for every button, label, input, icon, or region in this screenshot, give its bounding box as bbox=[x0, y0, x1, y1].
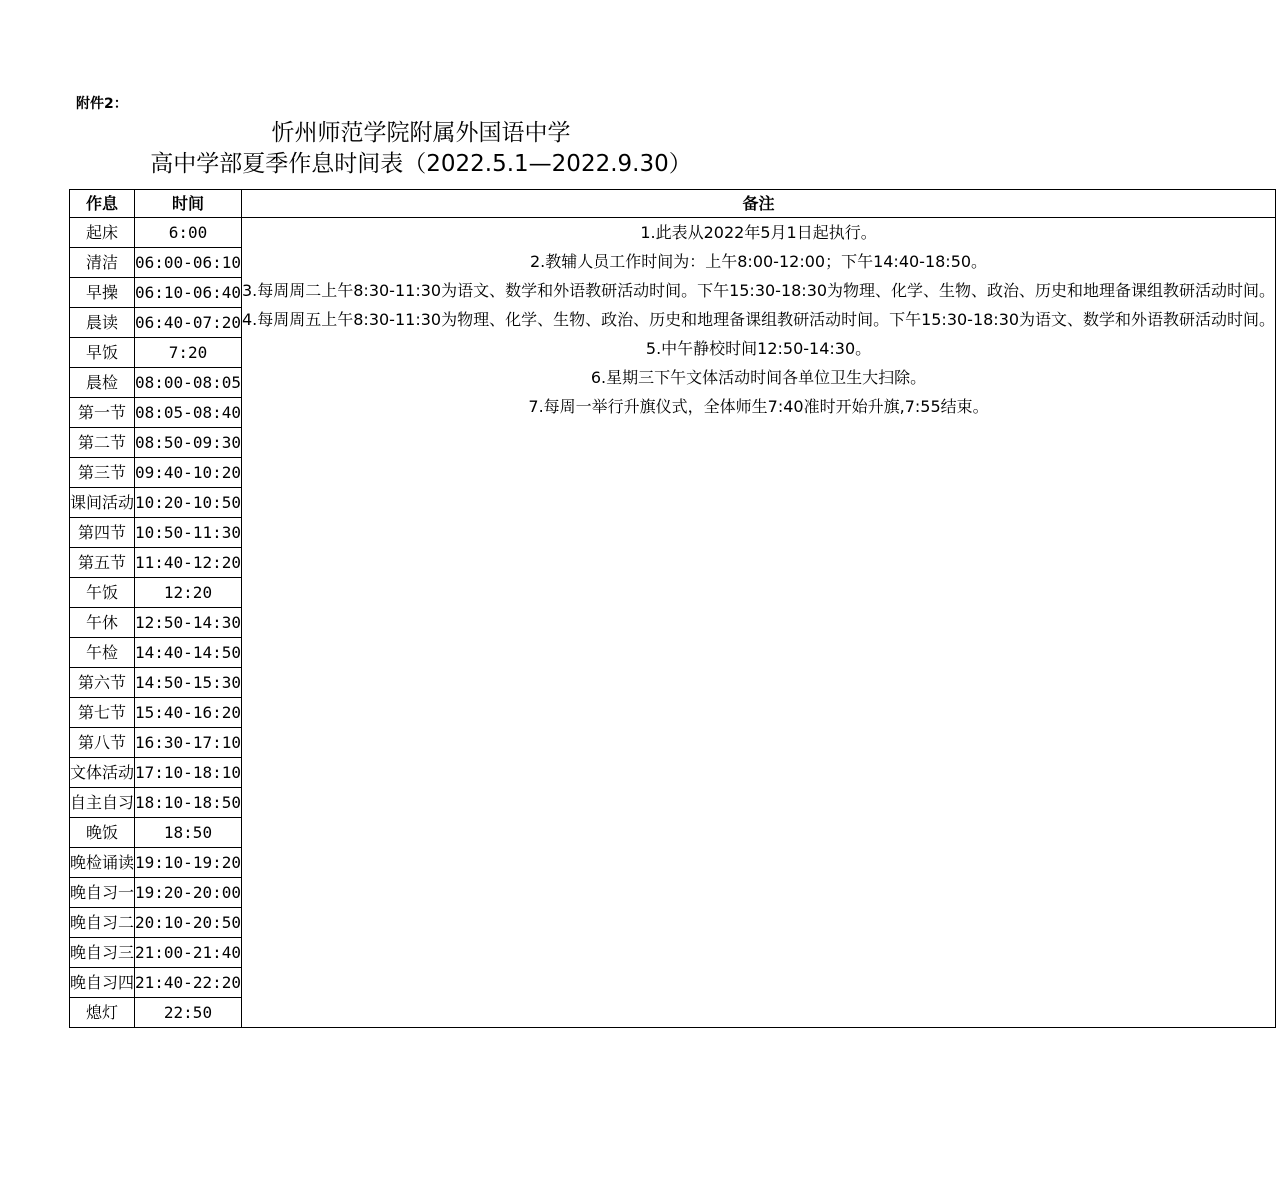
activity-cell: 自主自习 bbox=[70, 788, 135, 818]
activity-cell: 晚自习二 bbox=[70, 908, 135, 938]
column-header-time: 时间 bbox=[135, 190, 242, 218]
table-header-row bbox=[70, 190, 1276, 218]
activity-cell: 晚自习一 bbox=[70, 878, 135, 908]
note-item: 4.每周周五上午8:30-11:30为物理、化学、生物、政治、历史和地理备课组教研活动时间。下午15:30-18:30为语文、数学和外语教研活动时间。 bbox=[241, 310, 1276, 329]
time-cell: 09:40-10:20 bbox=[135, 458, 242, 488]
schedule-table bbox=[69, 189, 1276, 1028]
activity-cell: 第五节 bbox=[70, 548, 135, 578]
column-header-notes: 备注 bbox=[241, 190, 1275, 218]
time-cell: 19:20-20:00 bbox=[135, 878, 242, 908]
time-cell: 10:20-10:50 bbox=[135, 488, 242, 518]
time-cell: 14:40-14:50 bbox=[135, 638, 242, 668]
time-cell: 20:10-20:50 bbox=[135, 908, 242, 938]
time-cell: 21:40-22:20 bbox=[135, 968, 242, 998]
time-cell: 08:05-08:40 bbox=[135, 398, 242, 428]
activity-cell: 第二节 bbox=[70, 428, 135, 458]
activity-cell: 课间活动 bbox=[70, 488, 135, 518]
activity-cell: 午饭 bbox=[70, 578, 135, 608]
note-item: 3.每周周二上午8:30-11:30为语文、数学和外语教研活动时间。下午15:30-18:30为物理、化学、生物、政治、历史和地理备课组教研活动时间。 bbox=[241, 281, 1276, 300]
attachment-label: 附件2： bbox=[76, 96, 128, 112]
time-cell: 12:20 bbox=[135, 578, 242, 608]
activity-cell: 清洁 bbox=[70, 248, 135, 278]
activity-cell: 第四节 bbox=[70, 518, 135, 548]
activity-cell: 熄灯 bbox=[70, 998, 135, 1028]
column-header-activity: 作息 bbox=[70, 190, 135, 218]
activity-cell: 第一节 bbox=[70, 398, 135, 428]
note-item: 7.每周一举行升旗仪式，全体师生7:40准时开始升旗,7:55结束。 bbox=[528, 397, 989, 416]
time-cell: 15:40-16:20 bbox=[135, 698, 242, 728]
time-cell: 18:10-18:50 bbox=[135, 788, 242, 818]
time-cell: 6:00 bbox=[135, 218, 242, 248]
note-item: 5.中午静校时间12:50-14:30。 bbox=[645, 339, 872, 358]
activity-cell: 早操 bbox=[70, 278, 135, 308]
activity-cell: 晚自习四 bbox=[70, 968, 135, 998]
page-title: 忻州师范学院附属外国语中学 bbox=[271, 120, 571, 146]
note-item: 2.教辅人员工作时间为：上午8:00-12:00；下午14:40-18:50。 bbox=[529, 252, 988, 271]
table-row bbox=[70, 218, 1276, 248]
activity-cell: 晚饭 bbox=[70, 818, 135, 848]
time-cell: 12:50-14:30 bbox=[135, 608, 242, 638]
activity-cell: 晚自习三 bbox=[70, 938, 135, 968]
time-cell: 7:20 bbox=[135, 338, 242, 368]
time-cell: 21:00-21:40 bbox=[135, 938, 242, 968]
activity-cell: 第六节 bbox=[70, 668, 135, 698]
time-cell: 06:40-07:20 bbox=[135, 308, 242, 338]
time-cell: 19:10-19:20 bbox=[135, 848, 242, 878]
activity-cell: 起床 bbox=[70, 218, 135, 248]
activity-cell: 早饭 bbox=[70, 338, 135, 368]
page-subtitle: 高中学部夏季作息时间表（2022.5.1—2022.9.30） bbox=[150, 151, 692, 177]
note-item: 6.星期三下午文体活动时间各单位卫生大扫除。 bbox=[590, 368, 927, 387]
time-cell: 08:50-09:30 bbox=[135, 428, 242, 458]
activity-cell: 文体活动 bbox=[70, 758, 135, 788]
time-cell: 22:50 bbox=[135, 998, 242, 1028]
notes-cell bbox=[241, 218, 1275, 1028]
time-cell: 17:10-18:10 bbox=[135, 758, 242, 788]
note-item: 1.此表从2022年5月1日起执行。 bbox=[640, 223, 877, 242]
time-cell: 08:00-08:05 bbox=[135, 368, 242, 398]
time-cell: 16:30-17:10 bbox=[135, 728, 242, 758]
activity-cell: 晚检诵读 bbox=[70, 848, 135, 878]
schedule-body bbox=[70, 218, 1276, 1028]
time-cell: 10:50-11:30 bbox=[135, 518, 242, 548]
activity-cell: 晨读 bbox=[70, 308, 135, 338]
time-cell: 06:00-06:10 bbox=[135, 248, 242, 278]
time-cell: 18:50 bbox=[135, 818, 242, 848]
activity-cell: 第七节 bbox=[70, 698, 135, 728]
time-cell: 06:10-06:40 bbox=[135, 278, 242, 308]
activity-cell: 第三节 bbox=[70, 458, 135, 488]
activity-cell: 午休 bbox=[70, 608, 135, 638]
activity-cell: 晨检 bbox=[70, 368, 135, 398]
activity-cell: 第八节 bbox=[70, 728, 135, 758]
time-cell: 14:50-15:30 bbox=[135, 668, 242, 698]
time-cell: 11:40-12:20 bbox=[135, 548, 242, 578]
activity-cell: 午检 bbox=[70, 638, 135, 668]
